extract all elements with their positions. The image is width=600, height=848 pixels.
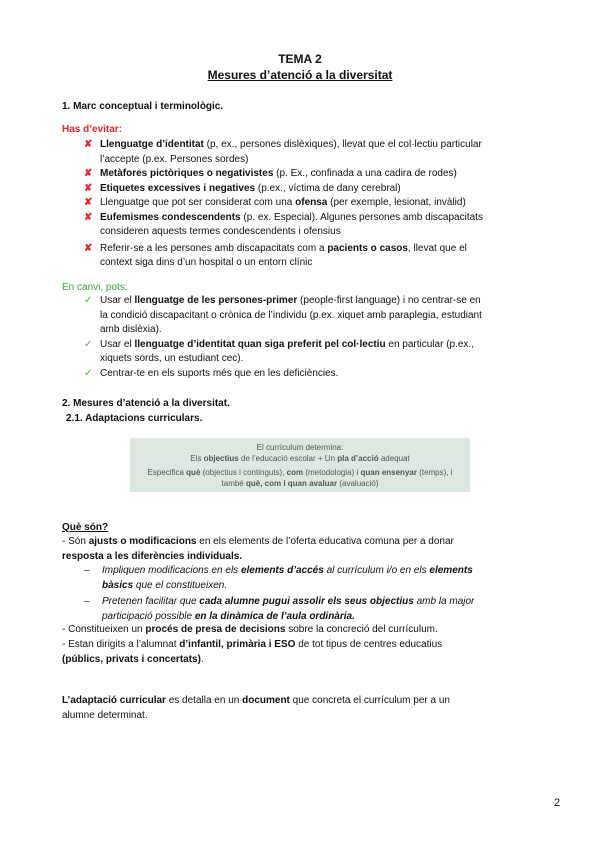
box-text: adequat [378, 454, 410, 463]
para-bold: resposta a les diferències individuals. [62, 550, 243, 562]
section1-heading: 1. Marc conceptual i terminològic. [62, 101, 224, 112]
list-item [84, 138, 544, 167]
item-text: Referir-se a les persones amb discapacitats com a [100, 242, 328, 254]
box-bold: pla d’acció [337, 454, 379, 463]
para-bold: (públics, privats i concertats) [62, 653, 201, 665]
page-title: TEMA 2 [278, 52, 322, 66]
box-bold: com [286, 468, 304, 477]
item-bold: Metàfores pictòriques o negativistes [100, 168, 274, 179]
cross-icon: ✘ [84, 242, 93, 254]
para-bold: procés de presa de decisions [145, 624, 286, 635]
item-text: que el constitueixen. [133, 579, 228, 591]
closing-para [62, 694, 538, 723]
box-text: Especifica [147, 468, 187, 477]
list-item [84, 182, 544, 197]
item-text: (p. Ex., confinada a una cadira de rodes) [273, 168, 457, 179]
avoid-list [84, 138, 544, 271]
item-text: (people-first language) i no centrar-se en [297, 295, 481, 306]
page-subtitle: Mesures d’atenció a la diversitat [207, 68, 393, 82]
para-text: es detalla en un [165, 695, 243, 706]
box-bold: què [186, 468, 201, 477]
para-bold: L’adaptació curricular [62, 695, 166, 706]
item-text: , llevat que el [407, 242, 467, 254]
list-item [84, 211, 544, 240]
item-text: participació possible [102, 610, 195, 622]
para-text: - Són [62, 536, 89, 547]
para-text: sobre la concreció del currículum. [285, 624, 438, 635]
item-bold: Llenguatge d’identitat [100, 139, 204, 150]
item-bold: Etiquetes excessives i negatives [100, 182, 256, 194]
para-text: que concreta el currículum per a un [289, 695, 450, 706]
box-bold: quan ensenyar [360, 468, 417, 477]
cross-icon: ✘ [84, 197, 93, 208]
box-bold: objectius [203, 454, 239, 463]
box-line [130, 453, 470, 464]
list-item [84, 595, 538, 624]
check-icon: ✓ [84, 338, 93, 350]
section2-subheading: 2.1. Adaptacions curriculars. [66, 413, 203, 424]
section2-heading: 2. Mesures d’atenció a la diversitat. [62, 398, 230, 409]
item-text: xiquets sords, un estudiant cec). [100, 353, 244, 364]
list-item [84, 294, 544, 338]
para-text: en els elements de l’oferta educativa comuna per a donar [196, 536, 454, 547]
item-text: (p. ex. Especial). Algunes persones amb discapacitats [240, 211, 483, 223]
what-para-3 [62, 638, 538, 667]
item-text: consideren aquests termes condescendents i ofensius [100, 226, 341, 237]
item-text: en particular (p.ex., [385, 338, 474, 350]
box-text: (temps), i [416, 468, 453, 477]
page-number: 2 [554, 797, 561, 809]
item-text: al currículum i/o en els [323, 565, 430, 576]
item-bold: llenguatge d’identitat quan siga preferit pel col·lectiu [134, 338, 386, 350]
para-text: - Constitueixen un [62, 624, 146, 635]
item-bold: Eufemismes condescendents [100, 211, 241, 223]
box-text: (avaluació) [337, 479, 379, 488]
what-para-1 [62, 535, 538, 564]
item-text: (per exemple, lesionat, invàlid) [327, 197, 466, 208]
box-line: El currículum determina: [256, 443, 344, 452]
para-bold: ajusts o modificacions [88, 536, 197, 547]
dash-bullet: – [84, 596, 90, 607]
check-icon: ✓ [84, 367, 93, 379]
box-text: també [221, 479, 246, 488]
item-bold: bàsics [102, 579, 134, 591]
box-line [130, 467, 470, 478]
para-bold: document [242, 695, 290, 706]
item-bold: llenguatge de les persones-primer [134, 295, 298, 306]
curriculum-box [130, 438, 470, 492]
list-item [84, 564, 538, 593]
item-text: Centrar-te en els suports més que en les deficiències. [100, 367, 339, 379]
item-bold: pacients o casos [327, 242, 408, 254]
item-text: la condició discapacitant o crònica de l’individu (p.ex. xiquet amb paraplegia, estudiant [100, 309, 482, 321]
item-text: context siga dins d’un hospital o un entorn clínic [100, 257, 313, 268]
para-text: - Estan dirigits a l’alumnat [62, 639, 180, 650]
cross-icon: ✘ [84, 168, 93, 179]
item-bold: en la dinàmica de l’aula ordinària. [194, 610, 355, 622]
para-text: alumne determinat. [62, 709, 148, 721]
cross-icon: ✘ [84, 139, 93, 150]
instead-list [84, 294, 544, 381]
list-item [84, 338, 544, 367]
box-text: de l’educació escolar + Un [238, 454, 338, 463]
cross-icon: ✘ [84, 211, 93, 223]
what-heading: Què són? [62, 522, 109, 533]
item-text: amb la major [413, 596, 475, 607]
item-text: Usar el [100, 295, 135, 306]
check-icon: ✓ [84, 295, 93, 306]
para-text: . [200, 653, 204, 665]
box-text: (metodologia) i [303, 468, 361, 477]
list-item [84, 196, 544, 211]
box-text: Els [190, 454, 204, 463]
list-item [84, 242, 544, 271]
box-line [130, 478, 470, 489]
para-bold: d’infantil, primària i ESO [179, 639, 296, 650]
instead-label: En canvi, pots: [62, 282, 128, 293]
item-text: Llenguatge que pot ser considerat com una [100, 197, 296, 208]
item-bold: elements [429, 565, 473, 576]
box-text: (objectius i continguts), [200, 468, 287, 477]
item-bold: elements d’accés [240, 565, 324, 576]
item-text: (p, ex., persones dislèxiques), llevat que el col·lectiu particular [203, 139, 482, 150]
avoid-label: Has d’evitar: [62, 124, 123, 135]
list-item [84, 167, 544, 182]
list-item [84, 367, 544, 382]
dash-bullet: – [84, 565, 90, 576]
item-text: amb dislèxia). [100, 324, 162, 335]
para-text: de tot tipus de centres educatius [295, 639, 443, 650]
cross-icon: ✘ [84, 182, 93, 194]
item-text: l’accepte (p.ex. Persones sordes) [100, 153, 249, 165]
box-bold: què, com i quan avaluar [245, 479, 338, 488]
dash-list [84, 564, 538, 624]
what-para-2 [62, 623, 538, 638]
item-bold: cada alumne pugui assolir els seus objectius [199, 596, 414, 607]
item-text: (p.ex., víctima de dany cerebral) [255, 182, 401, 194]
item-text: Pretenen facilitar que [102, 596, 200, 607]
item-text: Impliquen modificacions en els [102, 565, 241, 576]
item-bold: ofensa [295, 197, 328, 208]
item-text: Usar el [100, 338, 135, 350]
